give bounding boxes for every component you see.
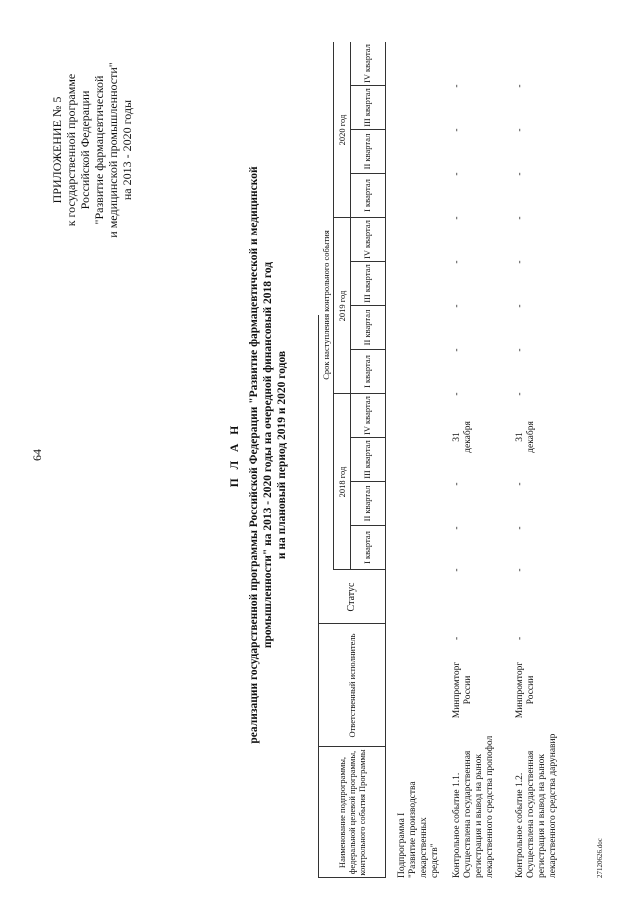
header-name: Наименование подпрограммы, федеральной целевой программы, контрольного события Программы	[336, 749, 367, 876]
appendix-title: ПРИЛОЖЕНИЕ № 5	[50, 96, 64, 204]
plan-title: П Л А Н	[229, 422, 241, 488]
header-quarter: I квартал	[362, 531, 372, 564]
event-1-1-status: -	[452, 636, 462, 640]
header-year-2019: 2019 год	[337, 290, 347, 322]
event-1-1-name: Контрольное событие 1.1. Осуществлена государственная регистрация и вывод на рынок лекарственного средства пропофол	[452, 735, 495, 878]
rotated-page: 64 ПРИЛОЖЕНИЕ № 5 к государственной программе Российской Федерации "Развитие фармацевтической и медицинской промышленности" на 2013 - 2020 годы П Л А Н реализации государственной программы Российской Федерации "Развитие фармацевтической и медицинской промышленности" на 2013 - 2020 годы на очередной финансовый 2018 год и на плановый период 2019 и 2020 годов Наименование подпрограммы, федеральной целевой программы, контрольного события Программы Ответственный исполнитель Статус Срок наступления контрольного события 2018 год 2019 год 2020 год I квартал II квартал III квартал IV квартал I квартал II квартал III квартал IV квартал I квартал II квартал III квартал IV квартал Подпрограмма I "Развитие производства лекарственных средств" Контрольное событие 1.1. Осуществлена государственная регистрация и вывод на рынок лекарственного средства пропофол - Минпромторг России - - - 31 декабря - - - - - - - - Контрольное событие 1.2. Осуществлена государственная регистрация и вывод на рынок лекарственного средства дарунавир - Минпромторг России - - - 31 декабря - - - - - - - - 27120626.doc	[0, 0, 640, 905]
header-executor: Ответственный исполнитель	[346, 633, 357, 738]
subprogram-label: Подпрограмма I	[397, 812, 407, 878]
header-quarter: I квартал	[362, 179, 372, 212]
header-deadline: Срок наступления контрольного события	[320, 230, 331, 380]
subprogram-label: средств"	[430, 843, 440, 878]
appendix-line-3: "Развитие фармацевтической	[92, 75, 106, 225]
header-quarter: III квартал	[362, 440, 372, 479]
plan-subtitle-2: промышленности" на 2013 - 2020 годы на очередной финансовый 2018 год	[262, 261, 274, 649]
header-status: Статус	[345, 582, 357, 612]
appendix-line-5: на 2013 - 2020 годы	[120, 99, 134, 201]
header-quarter: I квартал	[362, 355, 372, 388]
event-1-1-executor: Минпромторг России	[452, 661, 473, 719]
appendix-line-1: к государственной программе	[64, 73, 78, 227]
event-1-2-name: Контрольное событие 1.2. Осуществлена государственная регистрация и вывод на рынок лекарственного средства дарунавир	[515, 733, 558, 878]
event-1-1-date: 31 декабря	[452, 421, 473, 453]
subprogram-row	[397, 728, 441, 878]
page-number: 64	[30, 449, 44, 461]
header-quarter: II квартал	[362, 309, 372, 346]
header-year-2018: 2018 год	[337, 466, 347, 498]
subprogram-label: "Развитие производства лекарственных	[408, 781, 429, 878]
event-1-2-date: 31 декабря	[515, 421, 536, 453]
header-quarter: IV квартал	[362, 396, 372, 435]
plan-subtitle-1: реализации государственной программы Российской Федерации "Развитие фармацевтической и медицинской	[248, 166, 260, 744]
header-year-2020: 2020 год	[337, 114, 347, 146]
header-quarter: IV квартал	[362, 44, 372, 83]
header-quarter: II квартал	[362, 133, 372, 170]
header-quarter: II квартал	[362, 485, 372, 522]
header-quarter: IV квартал	[362, 220, 372, 259]
appendix-line-2: Российской Федерации	[78, 90, 92, 210]
header-quarter: III квартал	[362, 88, 372, 127]
plan-subtitle-3: и на плановый период 2019 и 2020 годов	[276, 350, 288, 560]
appendix-line-4: и медицинской промышленности"	[106, 62, 120, 238]
file-footer: 27120626.doc	[596, 838, 604, 878]
event-1-2-executor: Минпромторг России	[515, 661, 536, 719]
event-1-2-status: -	[515, 636, 525, 640]
header-quarter: III квартал	[362, 264, 372, 303]
